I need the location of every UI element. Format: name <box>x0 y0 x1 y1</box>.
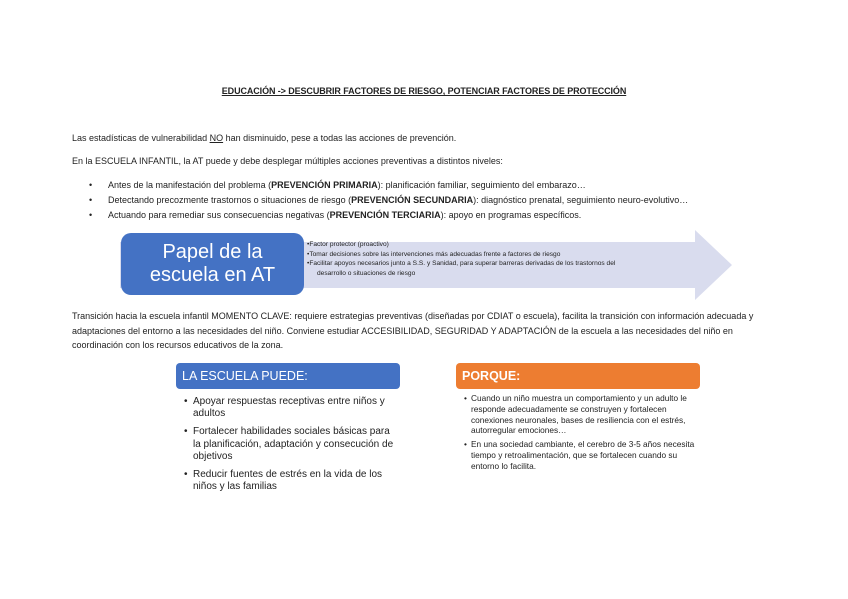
school-can-list <box>184 396 396 499</box>
bold-term: PREVENCIÓN SECUNDARIA <box>351 195 474 205</box>
text-span: Detectando precozmente trastornos o situaciones de riesgo ( <box>108 195 352 205</box>
role-item-text: Tomar decisiones sobre las intervenciones más adecuadas frente a factores de riesgo <box>309 250 561 258</box>
list-item-text: Apoyar respuestas receptivas entre niños y adultos <box>193 396 385 420</box>
text-span: Antes de la manifestación del problema ( <box>108 180 272 190</box>
text-span: Actuando para remediar sus consecuencias negativas ( <box>108 210 330 220</box>
role-heading-line1: Papel de la <box>162 241 263 263</box>
list-item <box>86 193 688 208</box>
role-items <box>307 240 697 278</box>
bullet-icon: • <box>307 260 310 267</box>
list-item <box>184 396 396 420</box>
list-item <box>184 426 396 463</box>
page-title: EDUCACIÓN -> DESCUBRIR FACTORES DE RIESGO, POTENCIAR FACTORES DE PROTECCIÓN <box>221 86 627 96</box>
prevention-list <box>86 178 688 223</box>
text-span: ): apoyo en programas específicos. <box>440 210 582 220</box>
vulnerability-paragraph <box>72 132 456 145</box>
text-span: ): planificación familiar, seguimiento del embarazo… <box>377 180 586 190</box>
bullet-icon: • <box>464 439 467 450</box>
role-heading-line2: escuela en AT <box>149 264 276 286</box>
bullet-icon: • <box>307 250 310 258</box>
role-item-text: Factor protector (proactivo) <box>309 241 389 248</box>
role-item-text: Facilitar apoyos necesarios junto a S.S. y Sanidad, para superar barreras derivadas de los trastornos del <box>309 260 616 267</box>
bullet-icon: • <box>184 396 188 407</box>
bullet-icon: • <box>464 393 467 403</box>
list-item <box>86 178 688 193</box>
bold-term: PREVENCIÓN PRIMARIA <box>271 180 378 190</box>
text-span: Las estadísticas de vulnerabilidad <box>72 133 210 143</box>
text-span: ): diagnóstico prenatal, seguimiento neuro-evolutivo… <box>473 195 689 205</box>
list-item-text: Reducir fuentes de estrés en la vida de los niños y las familias <box>193 469 382 493</box>
role-item-continuation <box>307 269 697 279</box>
because-list <box>464 393 700 475</box>
role-item <box>307 250 697 260</box>
bullet-icon: • <box>307 241 310 248</box>
transition-paragraph: Transición hacia la escuela infantil MOMENTO CLAVE: requiere estrategias preventivas (diseñadas por CDIAT o escuela), facilita la transición con información adecuada y adaptaciones del entorno a las necesidades del niño. Conviene estudiar ACCESIBILIDAD, SEGURIDAD Y ADAPTACIÓN de la escuela a las necesidades del niño en coordinación con los recursos educativos de la zona. <box>72 311 754 350</box>
bullet-icon: • <box>89 195 93 205</box>
bullet-icon: • <box>184 469 188 481</box>
school-intro-paragraph: En la ESCUELA INFANTIL, la AT puede y debe desplegar múltiples acciones preventivas a distintos niveles: <box>72 156 503 166</box>
list-item <box>184 469 396 493</box>
bullet-icon: • <box>89 210 93 220</box>
bullet-icon: • <box>184 426 188 438</box>
school-can-heading: LA ESCUELA PUEDE: <box>176 363 400 389</box>
role-heading-box <box>121 233 304 295</box>
list-item <box>86 208 688 223</box>
role-item-text: desarrollo o situaciones de riesgo <box>317 269 416 277</box>
list-item-text: Cuando un niño muestra un comportamiento y un adulto le responde adecuadamente se construyen y fortalecen conexiones neuronales, bases de resiliencia con el estrés, autorregular emociones… <box>471 393 687 436</box>
text-span: han disminuido, pese a todas las acciones de prevención. <box>223 133 457 143</box>
list-item <box>464 439 700 471</box>
underlined-word: NO <box>209 133 224 143</box>
bullet-icon: • <box>89 180 93 190</box>
list-item-text: Fortalecer habilidades sociales básicas para la planificación, adaptación y consecución de objetivos <box>193 426 394 462</box>
role-item <box>307 259 697 269</box>
list-item-text: En una sociedad cambiante, el cerebro de 3-5 años necesita tiempo y retroalimentación, que se fortalecen cuando su entorno lo facilita. <box>471 439 695 471</box>
bold-term: PREVENCIÓN TERCIARIA <box>329 210 441 220</box>
list-item <box>464 393 700 436</box>
role-item <box>307 240 697 250</box>
because-heading: PORQUE: <box>456 363 700 389</box>
